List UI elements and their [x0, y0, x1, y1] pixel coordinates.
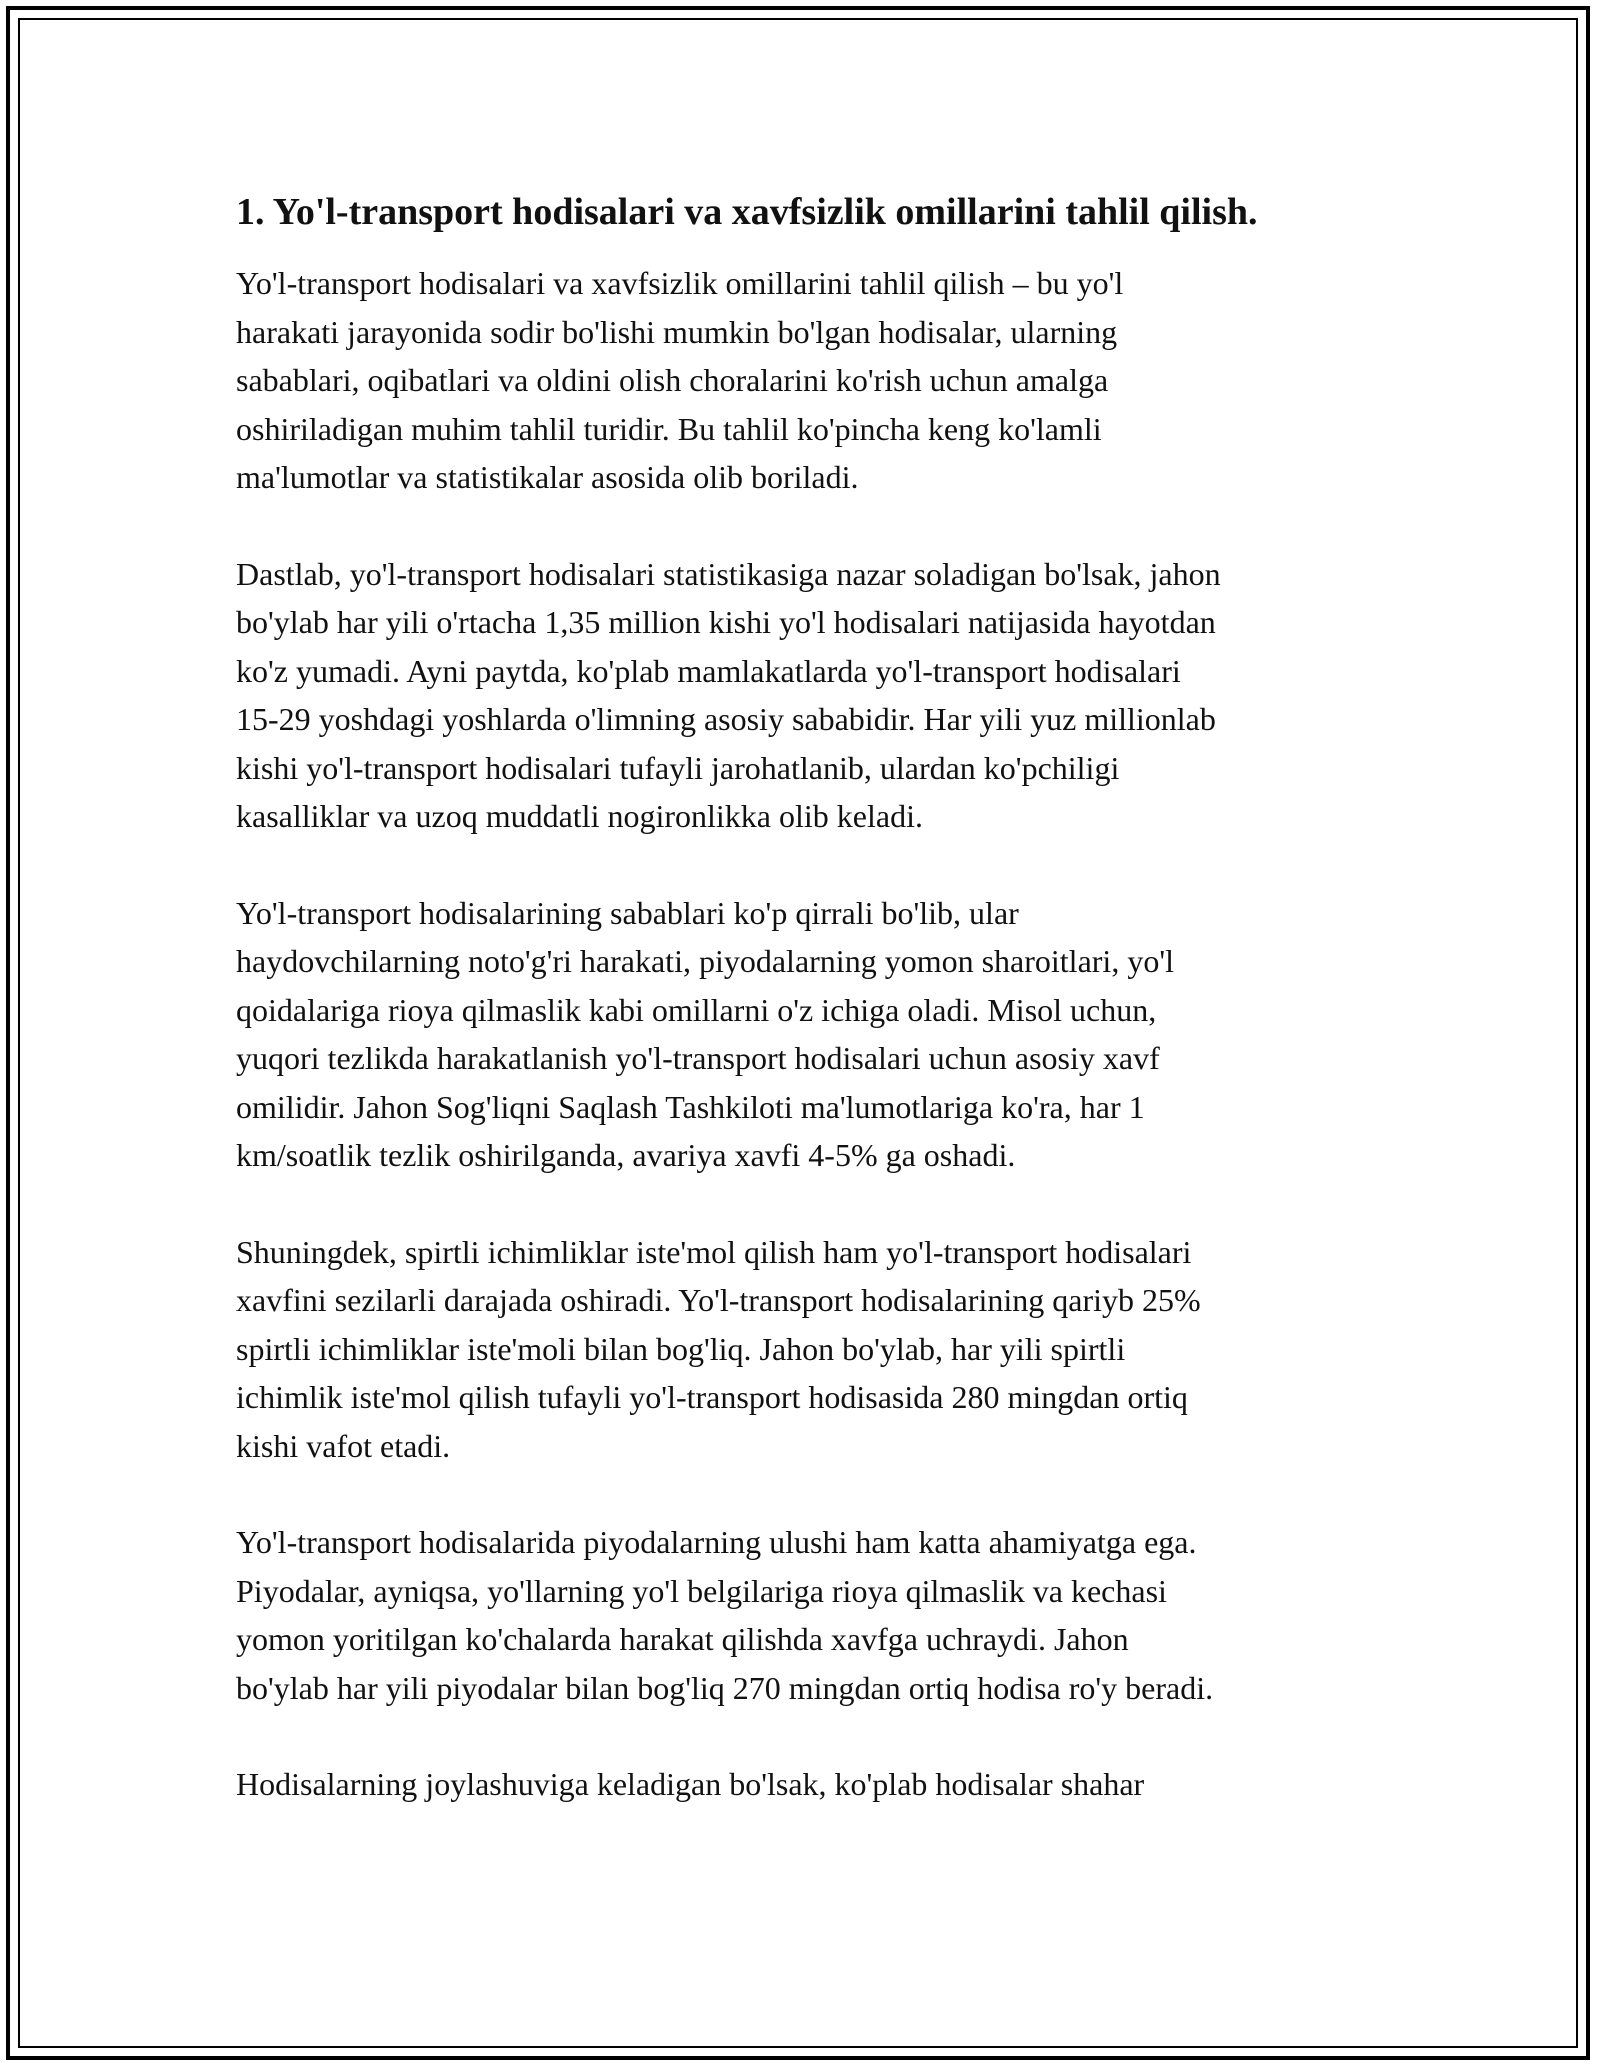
text-line: haydovchilarning noto'g'ri harakati, piyodalarning yomon sharoitlari, yo'l — [236, 943, 1174, 979]
text-line: xavfini sezilarli darajada oshiradi. Yo'l-transport hodisalarining qariyb 25% — [236, 1282, 1201, 1318]
paragraph — [236, 889, 1376, 1180]
text-line: qoidalariga rioya qilmaslik kabi omillarni o'z ichiga oladi. Misol uchun, — [236, 991, 1157, 1028]
text-line: spirtli ichimliklar iste'moli bilan bog'liq. Jahon bo'ylab, har yili spirtli — [236, 1330, 1126, 1367]
text-line: km/soatlik tezlik oshirilganda, avariya xavfi 4-5% ga oshadi. — [236, 1137, 1016, 1173]
text-line: kishi yo'l-transport hodisalari tufayli jarohatlanib, ulardan ko'pchiligi — [236, 749, 1120, 786]
paragraph — [236, 1760, 1376, 1809]
text-line: Piyodalar, ayniqsa, yo'llarning yo'l belgilariga rioya qilmaslik va kechasi — [236, 1572, 1167, 1609]
paragraph — [236, 1228, 1376, 1471]
text-line: 15-29 yoshdagi yoshlarda o'limning asosiy sababidir. Har yili yuz millionlab — [236, 701, 1216, 737]
text-line: ichimlik iste'mol qilish tufayli yo'l-transport hodisasida 280 mingdan ortiq — [236, 1379, 1188, 1415]
text-line: harakati jarayonida sodir bo'lishi mumkin bo'lgan hodisalar, ularning — [236, 313, 1118, 350]
page-title: 1. Yo'l-transport hodisalari va xavfsizlik omillarini tahlil qilish. — [236, 191, 1258, 233]
text-line: yuqori tezlikda harakatlanish yo'l-transport hodisalari uchun asosiy xavf — [236, 1040, 1160, 1076]
text-line: Hodisalarning joylashuviga keladigan bo'lsak, ko'plab hodisalar shahar — [236, 1766, 1145, 1802]
text-line: ma'lumotlar va statistikalar asosida olib boriladi. — [236, 459, 859, 495]
text-line: kasalliklar va uzoq muddatli nogironlikka olib keladi. — [236, 798, 923, 834]
text-line: sabablari, oqibatlari va oldini olish choralarini ko'rish uchun amalga — [236, 362, 1109, 398]
text-line: oshiriladigan muhim tahlil turidir. Bu tahlil ko'pincha keng ko'lamli — [236, 410, 1102, 447]
paragraph — [236, 1518, 1376, 1712]
paragraph — [236, 259, 1376, 502]
text-line: Yo'l-transport hodisalarida piyodalarning ulushi ham katta ahamiyatga ega. — [236, 1524, 1197, 1560]
text-line: Shuningdek, spirtli ichimliklar iste'mol qilish ham yo'l-transport hodisalari — [236, 1233, 1192, 1270]
document-body — [236, 185, 1376, 1857]
text-line: bo'ylab har yili o'rtacha 1,35 million kishi yo'l hodisalari natijasida hayotdan — [236, 604, 1216, 640]
text-line: omilidir. Jahon Sog'liqni Saqlash Tashkiloti ma'lumotlariga ko'ra, har 1 — [236, 1088, 1145, 1125]
text-line: bo'ylab har yili piyodalar bilan bog'liq 270 mingdan ortiq hodisa ro'y beradi. — [236, 1669, 1214, 1706]
text-line: Dastlab, yo'l-transport hodisalari statistikasiga nazar soladigan bo'lsak, jahon — [236, 555, 1221, 592]
text-line: Yo'l-transport hodisalari va xavfsizlik omillarini tahlil qilish – bu yo'l — [236, 265, 1124, 301]
text-line: ko'z yumadi. Ayni paytda, ko'plab mamlakatlarda yo'l-transport hodisalari — [236, 652, 1181, 689]
text-line: kishi vafot etadi. — [236, 1427, 451, 1464]
paragraph — [236, 550, 1376, 841]
paragraph-list — [236, 259, 1376, 1809]
text-line: yomon yoritilgan ko'chalarda harakat qilishda xavfga uchraydi. Jahon — [236, 1621, 1129, 1657]
text-line: Yo'l-transport hodisalarining sabablari ko'p qirrali bo'lib, ular — [236, 894, 1019, 931]
